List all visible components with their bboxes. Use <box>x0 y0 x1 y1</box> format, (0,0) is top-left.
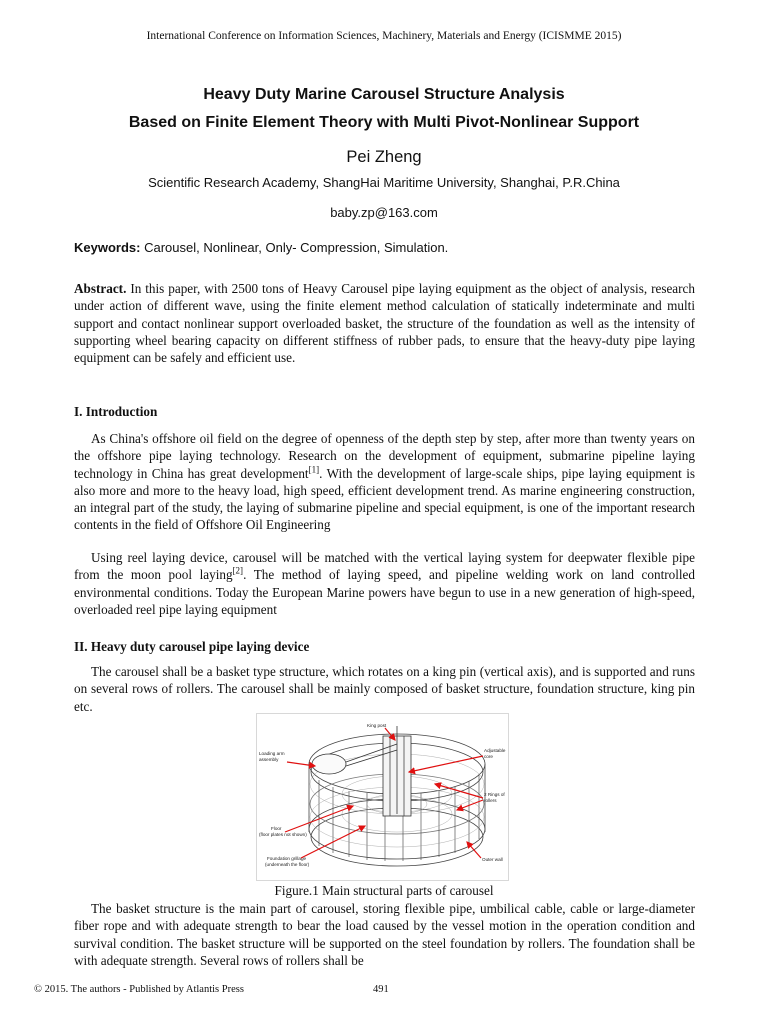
section-heading-introduction: I. Introduction <box>74 404 158 419</box>
citation-1: [1] <box>308 464 320 475</box>
author-affiliation: Scientific Research Academy, ShangHai Maritime University, Shanghai, P.R.China <box>148 175 620 190</box>
intro-p2-text-b: . The method of laying speed, and pipeline welding work on land controlled environmental conditions. Today the European Marine powers have begun to use in a new generation of high-speed, overloaded reel pipe laying equipment <box>74 567 695 617</box>
section-heading-device: II. Heavy duty carousel pipe laying device <box>74 639 310 654</box>
intro-p1-text-b: . With the development of large-scale ships, pipe laying equipment is also more and more to the heavy load, high speed, efficient development trend. As marine engineering construction, an integral part of the study, the laying of submarine pipeline and special equipment, is one of the important research contents in the field of Offshore Oil Engineering <box>74 465 696 533</box>
keywords-label: Keywords: <box>74 240 141 255</box>
intro-paragraph-2 <box>74 549 695 618</box>
label-floor-2: (floor plates not shown) <box>259 832 307 837</box>
label-rings-1: 2 Rings of <box>484 792 505 797</box>
author-email: baby.zp@163.com <box>330 205 438 220</box>
footer-copyright: © 2015. The authors - Published by Atlantis Press <box>34 984 244 995</box>
label-foundation-2: (underneath the floor) <box>265 862 310 867</box>
author-name: Pei Zheng <box>346 148 422 166</box>
keywords-text: Carousel, Nonlinear, Only- Compression, Simulation. <box>144 240 449 255</box>
label-loading-arm-1: Loading arm <box>259 751 285 756</box>
abstract-label: Abstract. <box>74 281 127 296</box>
keywords <box>74 240 448 255</box>
label-loading-arm-2: assembly <box>259 757 279 762</box>
device-paragraph-1: The carousel shall be a basket type structure, which rotates on a king pin (vertical axis), and is supported and runs on several rows of rollers. The carousel shall be mainly composed of basket structure, foundation structure, king pin etc. <box>74 664 695 714</box>
abstract-text: In this paper, with 2500 tons of Heavy Carousel pipe laying equipment as the object of analysis, research under action of different wave, using the finite element method calculation of statically indeterminate and multi support and contact nonlinear support overloaded basket, the structure of the foundation as well as the intensity of supporting wheel bearing capacity on different stiffness of rubber pads, to ensure that the heavy-duty pipe laying equipment can be safely and efficient use. <box>74 281 695 366</box>
label-rings-2: rollers <box>484 798 497 803</box>
carousel-drawing <box>257 714 508 880</box>
label-outer-wall: Outer wall <box>482 857 503 862</box>
intro-p1-text-a: As China's offshore oil field on the degree of openness of the depth step by step, after more than twenty years on the offshore pipe laying technology. Research on the development of equipment, submarine pipeline laying technology in China has great development <box>74 431 695 481</box>
carousel-figure <box>256 713 509 881</box>
figure-caption: Figure.1 Main structural parts of carousel <box>274 883 494 898</box>
footer-page-number: 491 <box>373 984 389 995</box>
label-king-post: King post <box>367 723 387 728</box>
label-adjustable-core-2: core <box>484 754 493 759</box>
citation-2: [2] <box>232 565 244 576</box>
label-floor-1: Floor <box>271 826 282 831</box>
carousel-structure <box>309 726 485 866</box>
device-paragraph-2: The basket structure is the main part of carousel, storing flexible pipe, umbilical cable, cable or large-diameter fiber rope and with adequate strength to bear the load caused by the vessel motion in the operation condition and survival condition. The basket structure will be supported on the steel foundation by rollers. The foundation shall be with adequate strength. Several rows of rollers shall be <box>74 901 695 968</box>
paper-title-line1: Heavy Duty Marine Carousel Structure Analysis <box>203 86 565 103</box>
intro-p2-text-a: Using reel laying device, carousel will be matched with the vertical laying system for deepwater flexible pipe from the moon pool laying <box>74 550 695 583</box>
intro-paragraph-1 <box>74 430 695 534</box>
label-foundation-1: Foundation grillage <box>267 856 307 861</box>
label-adjustable-core-1: Adjustable <box>484 748 506 753</box>
conference-header: International Conference on Information Sciences, Machinery, Materials and Energy (ICISMME 2015) <box>146 30 622 42</box>
abstract <box>74 280 695 366</box>
paper-title-line2: Based on Finite Element Theory with Multi Pivot-Nonlinear Support <box>128 114 640 131</box>
